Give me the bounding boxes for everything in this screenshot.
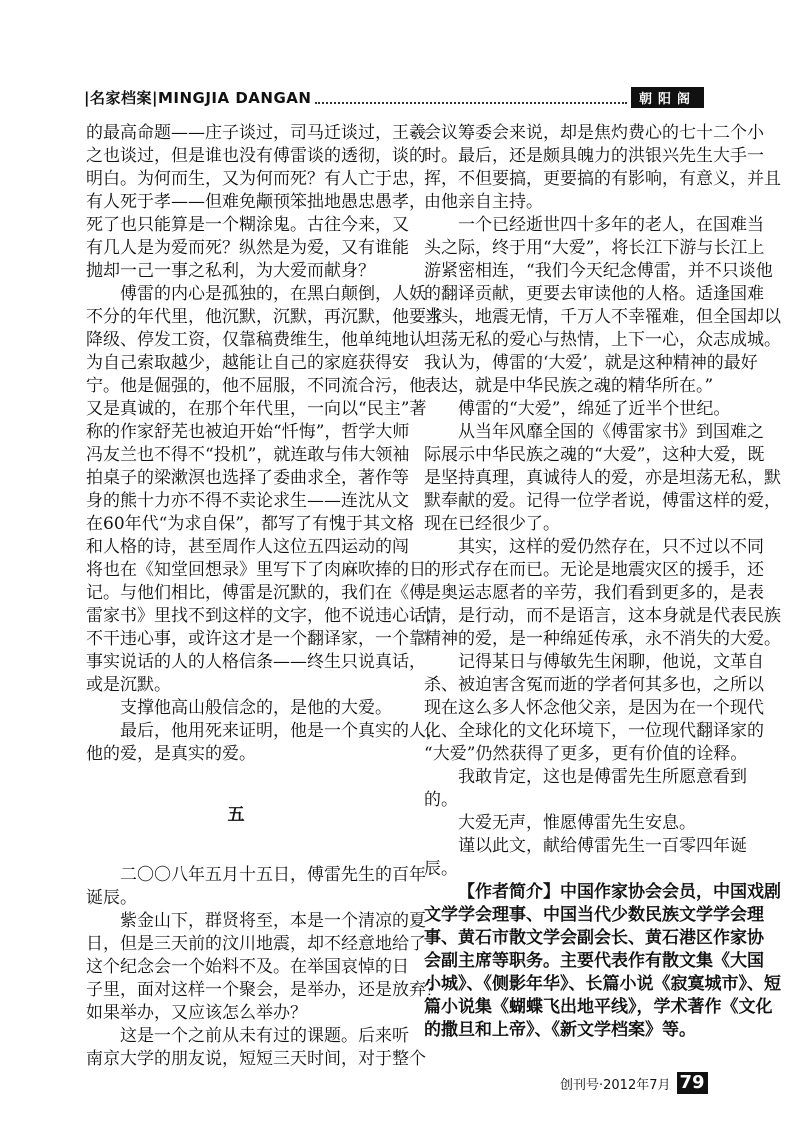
text-line: 一个已经逝世四十多年的老人，在国难当 <box>458 215 764 235</box>
paragraph <box>86 1025 426 1071</box>
text-line: 化、全球化的文化环境下，一位现代翻译家的 <box>424 721 764 741</box>
paragraph <box>424 214 781 398</box>
text-line: 精神的爱，是一种绵延传承，永不消失的大爱。 <box>424 629 781 649</box>
paragraph <box>424 651 764 766</box>
text-line: 日，但是三天前的汶川地震，却不经意地给了 <box>86 934 426 954</box>
text-line: 拍桌子的梁漱溟也选择了委曲求全，著作等 <box>86 468 409 488</box>
bio-text: 中国作家协会会员，中国戏剧 <box>560 882 781 902</box>
section-heading: 五 <box>227 805 245 825</box>
text-line: 是奥运志愿者的辛劳，我们看到更多的，是表 <box>424 583 764 603</box>
text-line: 支撑他高山般信念的，是他的大爱。 <box>120 698 392 718</box>
paragraph <box>86 910 443 1025</box>
text-line: 篇小说集《蝴蝶飞出地平线》，学术著作《文化 <box>424 997 773 1017</box>
paragraph <box>424 398 731 421</box>
text-line: 或是沉默。 <box>86 675 171 695</box>
text-line: 死了也只能算是一个糊涂鬼。古往今来，又 <box>86 215 409 235</box>
text-line: 大爱无声，惟愿傅雷先生安息。 <box>458 813 696 833</box>
bio-label: 【作者简介】 <box>458 882 560 902</box>
text-line: 傅雷的内心是孤独的，在黑白颠倒，人妖 <box>120 284 426 304</box>
text-line: 紫金山下，群贤将至，本是一个清凉的夏 <box>120 911 426 931</box>
right-column <box>424 122 781 1042</box>
text-line: 他的爱，是真实的爱。 <box>86 744 256 764</box>
paragraph <box>86 283 443 697</box>
text-line: 降级、停发工资，仅靠稿费维生，他单纯地认 <box>86 330 426 350</box>
text-line: 事、黄石市散文学会副会长、黄石港区作家协 <box>424 928 764 948</box>
text-line: 的最高命题——庄子谈过，司马迁谈过，王羲 <box>86 123 426 143</box>
text-line: 和人格的诗，甚至周作人这位五四运动的闯 <box>86 537 409 557</box>
text-line: 称的作家舒芜也被迫开始“忏悔”，哲学大师 <box>86 422 410 442</box>
text-line: 的。 <box>424 790 458 810</box>
column-badge: 朝阳阁 <box>631 87 704 108</box>
text-line: 谨以此文，献给傅雷先生一百零四年诞 <box>458 836 747 856</box>
text-line: 坦荡无私的爱心与热情，上下一心，众志成城。 <box>424 330 781 350</box>
paragraph <box>424 812 724 835</box>
text-line: 二〇〇八年五月十五日，傅雷先生的百年 <box>120 865 426 885</box>
text-line: 当头，地震无情，千万人不幸罹难，但全国却以 <box>424 307 781 327</box>
author-bio <box>424 881 781 1042</box>
text-line: “大爱”仍然获得了更多，更有价值的诠释。 <box>424 744 748 764</box>
text-line: 际展示中华民族之魂的“大爱”，这种大爱，既 <box>424 445 765 465</box>
text-line: 由他亲自主持。 <box>424 192 543 212</box>
text-line: 傅雷的“大爱”，绵延了近半个世纪。 <box>458 399 731 419</box>
text-line: 冯友兰也不得不“投机”，就连敢与伟大领袖 <box>86 445 410 465</box>
text-line: 的翻译贡献，更要去审读他的人格。适逢国难 <box>424 284 764 304</box>
text-line: 记得某日与傅敏先生闲聊，他说，文革自 <box>458 652 764 672</box>
text-line: 默奉献的爱。记得一位学者说，傅雷这样的爱， <box>424 491 781 511</box>
paragraph <box>86 864 426 910</box>
text-line: 又是真诚的，在那个年代里，一向以“民主”著 <box>86 399 427 419</box>
paragraph <box>86 697 392 720</box>
text-line: 宁。他是倔强的，他不屈服，不同流合污，他 <box>86 376 426 396</box>
text-line: 子里，面对这样一个聚会，是举办，还是放弃？ <box>86 980 443 1000</box>
text-line: 在60年代“为求自保”，都写了有愧于其文格 <box>86 514 415 534</box>
text-line: 为自己索取越少，越能让自己的家庭获得安 <box>86 353 409 373</box>
text-line: 事实说话的人的人格信条——终生只说真话， <box>86 652 426 672</box>
text-line: 会副主席等职务。主要代表作有散文集《大国 <box>424 951 764 971</box>
paragraph <box>424 835 747 881</box>
text-line: 从当年风靡全国的《傅雷家书》到国难之 <box>458 422 764 442</box>
text-line: 现在这么多人怀念他父亲，是因为在一个现代 <box>424 698 764 718</box>
paragraph <box>424 536 781 651</box>
text-line: 是坚持真理，真诚待人的爱，亦是坦荡无私，默 <box>424 468 781 488</box>
dotted-leader <box>315 90 627 104</box>
text-line: 之也谈过，但是谁也没有傅雷谈的透彻，谈的 <box>86 146 426 166</box>
paragraph <box>86 720 443 766</box>
text-line: 杀、被迫害含冤而逝的学者何其多也，之所以 <box>424 675 764 695</box>
text-line: 将也在《知堂回想录》里写下了肉麻吹捧的日 <box>86 560 426 580</box>
text-line: 表达，就是中华民族之魂的精华所在。” <box>424 376 714 396</box>
text-line: 不分的年代里，他沉默，沉默，再沉默，他要求 <box>86 307 443 327</box>
text-line: 辰。 <box>424 859 458 879</box>
text-line: 这个纪念会一个始料不及。在举国哀悼的日 <box>86 957 409 977</box>
text-line: 的撒旦和上帝》、《新文学档案》等。 <box>424 1020 696 1040</box>
text-line: 如果举办，又应该怎么举办？ <box>86 1003 307 1023</box>
paragraph <box>424 421 781 536</box>
text-line: 的形式存在而已。无论是地震灾区的援手，还 <box>424 560 764 580</box>
text-line: 其实，这样的爱仍然存在，只不过以不同 <box>458 537 764 557</box>
text-line: 情，是行动，而不是语言，这本身就是代表民族 <box>424 606 781 626</box>
text-line: 现在已经很少了。 <box>424 514 560 534</box>
text-line: 诞辰。 <box>86 888 137 908</box>
page-footer <box>560 1072 708 1094</box>
text-line: 有人死于孝——但难免颟顸笨拙地愚忠愚孝， <box>86 192 426 212</box>
text-line: 最后，他用死来证明，他是一个真实的人， <box>120 721 443 741</box>
text-line: 记。与他们相比，傅雷是沉默的，我们在《傅 <box>86 583 426 603</box>
page-number: 79 <box>677 1072 708 1094</box>
text-line: 雷家书》里找不到这样的文字，他不说违心话， <box>86 606 443 626</box>
text-line: 这是一个之前从未有过的课题。后来听 <box>120 1026 409 1046</box>
text-line: 会议筹委会来说，却是焦灼费心的七十二个小 <box>424 123 764 143</box>
text-line: 有几人是为爱而死？纵然是为爱，又有谁能 <box>86 238 409 258</box>
text-line: 抛却一己一事之私利，为大爱而献身？ <box>86 261 375 281</box>
issue-date: 创刊号·2012年7月 <box>560 1077 671 1093</box>
text-line: 我认为，傅雷的‘大爱’，就是这种精神的最好 <box>424 353 758 373</box>
paragraph <box>424 766 747 812</box>
text-line: 南京大学的朋友说，短短三天时间，对于整个 <box>86 1049 426 1069</box>
running-header <box>84 86 704 108</box>
text-line: 文学学会理事、中国当代少数民族文学学会理 <box>424 905 764 925</box>
text-line: 明白。为何而生，又为何而死？有人亡于忠， <box>86 169 426 189</box>
text-line: 时。最后，还是颇具魄力的洪银兴先生大手一 <box>424 146 764 166</box>
text-line <box>424 881 781 904</box>
paragraph <box>86 122 426 283</box>
text-line: 身的熊十力亦不得不卖论求生——连沈从文 <box>86 491 409 511</box>
text-line: 小城》、《侧影年华》、长篇小说《寂寞城市》、短 <box>424 974 781 994</box>
text-line: 挥，不但要搞，更要搞的有影响，有意义，并且 <box>424 169 781 189</box>
text-line: 头之际，终于用“大爱”，将长江下游与长江上 <box>424 238 765 258</box>
section-title: |名家档案|MINGJIA DANGAN <box>84 88 312 107</box>
text-line: 不干违心事，或许这才是一个翻译家，一个靠 <box>86 629 426 649</box>
left-column <box>86 122 443 1071</box>
text-line: 游紧密相连，“我们今天纪念傅雷，并不只谈他 <box>424 261 773 281</box>
paragraph <box>424 122 781 214</box>
text-line: 我敢肯定，这也是傅雷先生所愿意看到 <box>458 767 747 787</box>
